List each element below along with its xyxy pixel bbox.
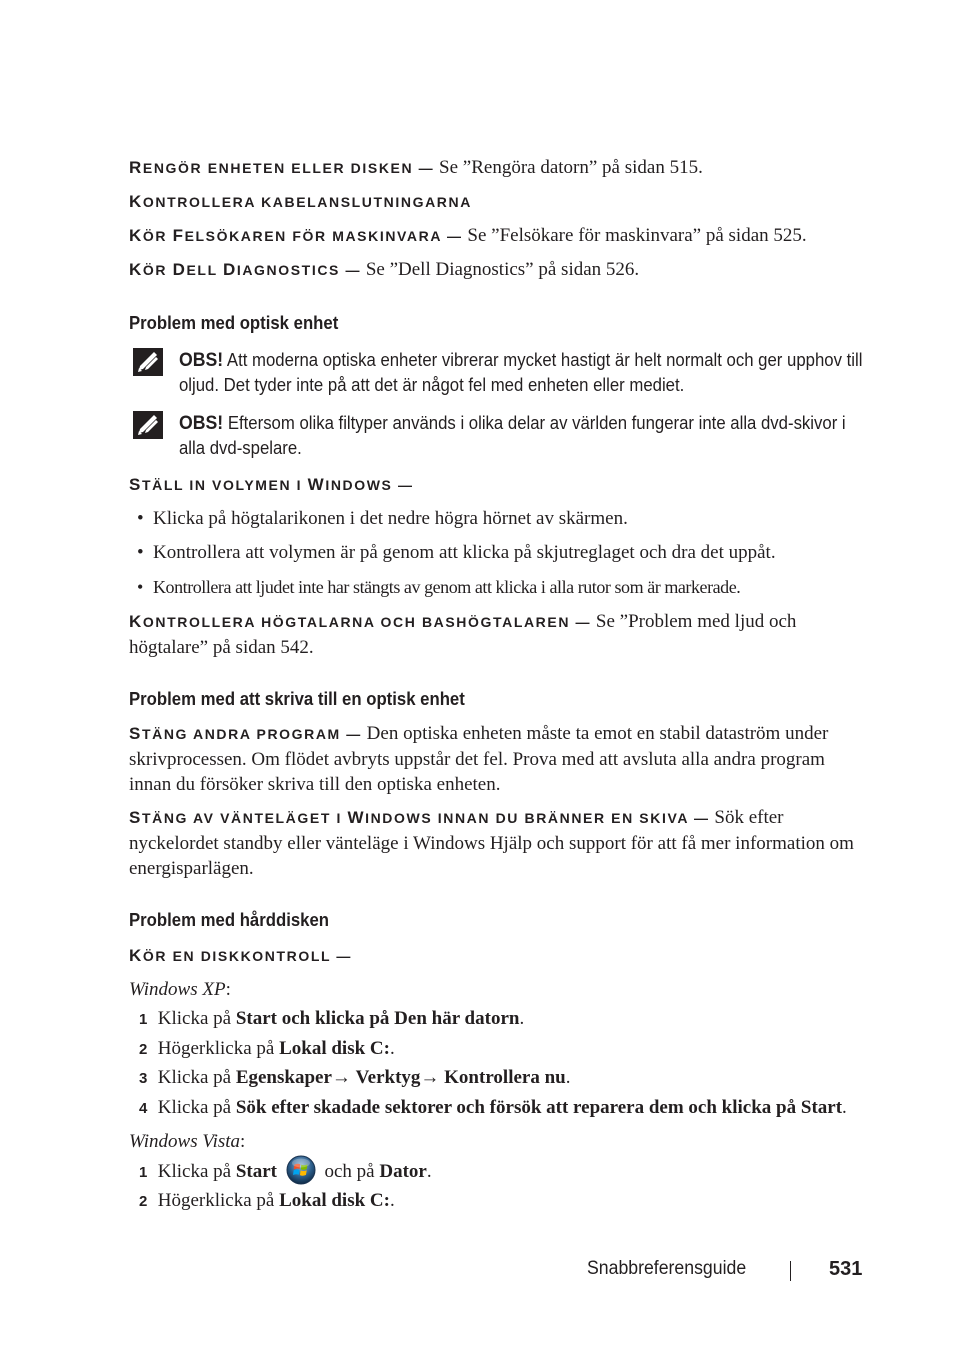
item-label: STÄLL IN VOLYMEN I WINDOWS — [129, 475, 414, 494]
windows-start-icon [286, 1155, 316, 1185]
item-text: Den optiska enheten måste ta emot en stabil dataström under skrivprocessen. Om flödet avbryts uppstår det fel. Prova med att avsluta alla andra program innan du försöker skriva till den optiska enheten. [129, 723, 829, 795]
section-heading-write-optical: Problem med att skriva till en optisk enhet [129, 689, 465, 709]
step-vista-1: 1 Klicka på Start och på Dator. [139, 1159, 432, 1185]
step-xp-3: 3 Klicka på Egenskaper→ Verktyg→ Kontrollera nu. [139, 1067, 571, 1088]
footer-separator [790, 1261, 791, 1281]
note-pencil-icon [133, 411, 163, 439]
item-text: Se ”Rengöra datorn” på sidan 515. [439, 157, 703, 178]
item-speakers [129, 609, 859, 660]
footer-guide-title: Snabbreferensguide [587, 1258, 747, 1279]
item-text: Se ”Problem med ljud och högtalare” på sidan 542. [129, 611, 797, 658]
item-text: Se ”Dell Diagnostics” på sidan 526. [365, 259, 640, 280]
page-number: 531 [829, 1258, 863, 1280]
item-label: RENGÖR ENHETEN ELLER DISKEN — [129, 158, 435, 177]
section-heading-harddisk: Problem med hårddisken [129, 910, 330, 930]
note-body: Att moderna optiska enheter vibrerar mycket hastigt är helt normalt och ger upphov till oljud. Det tyder inte på att det är något fel med enheten eller mediet. [179, 350, 863, 395]
item-label: STÄNG ANDRA PROGRAM — [129, 724, 362, 743]
item-disk-check [129, 943, 859, 969]
note-body: Eftersom olika filtyper används i olika delar av världen fungerar inte alla dvd-skivor i alla dvd-spelare. [179, 413, 846, 458]
item-volume-windows [129, 472, 859, 498]
item-text: Se ”Felsökare för maskinvara” på sidan 525. [467, 225, 807, 246]
step-xp-2: 2 Högerklicka på Lokal disk C:. [139, 1038, 395, 1059]
item-hardware-troubleshooter [129, 223, 859, 249]
item-label: STÄNG AV VÄNTELÄGET I WINDOWS INNAN DU BRÄNNER EN SKIVA — [129, 808, 710, 827]
item-check-cables [129, 189, 859, 215]
item-close-programs [129, 721, 859, 797]
item-clean-drive [129, 155, 859, 181]
item-dell-diagnostics [129, 257, 859, 283]
item-standby [129, 805, 859, 881]
bullet-item: • Klicka på högtalarikonen i det nedre högra hörnet av skärmen. [137, 508, 628, 529]
item-label: KÖR FELSÖKAREN FÖR MASKINVARA — [129, 226, 463, 245]
note-label: OBS! [179, 413, 224, 434]
bullet-item: • Kontrollera att volymen är på genom att klicka på skjutreglaget och dra det uppåt. [137, 542, 776, 563]
note-label: OBS! [179, 350, 224, 371]
step-vista-2: 2 Högerklicka på Lokal disk C:. [139, 1190, 395, 1211]
step-xp-4: 4 Klicka på Sök efter skadade sektorer och försök att reparera dem och klicka på Start. [139, 1097, 847, 1118]
item-label: KÖR DELL DIAGNOSTICS — [129, 260, 362, 279]
bullet-item: • Kontrollera att ljudet inte har stängts av genom att klicka i alla rutor som är markerade. [137, 577, 741, 597]
os-label-vista: Windows Vista: [129, 1131, 246, 1152]
item-label: KONTROLLERA HÖGTALARNA OCH BASHÖGTALAREN — [129, 612, 592, 631]
note-text [179, 411, 867, 461]
os-label-xp: Windows XP: [129, 979, 231, 1000]
step-xp-1: 1 Klicka på Start och klicka på Den här datorn. [139, 1008, 525, 1029]
item-label: KONTROLLERA KABELANSLUTNINGARNA [129, 192, 472, 211]
section-heading-optical: Problem med optisk enhet [129, 313, 339, 333]
note-pencil-icon [133, 348, 163, 376]
item-text: Sök efter nyckelordet standby eller vänteläge i Windows Hjälp och support för att få mer information om energisparlägen. [129, 807, 854, 879]
note-text [179, 348, 867, 398]
item-label: KÖR EN DISKKONTROLL — [129, 946, 352, 965]
